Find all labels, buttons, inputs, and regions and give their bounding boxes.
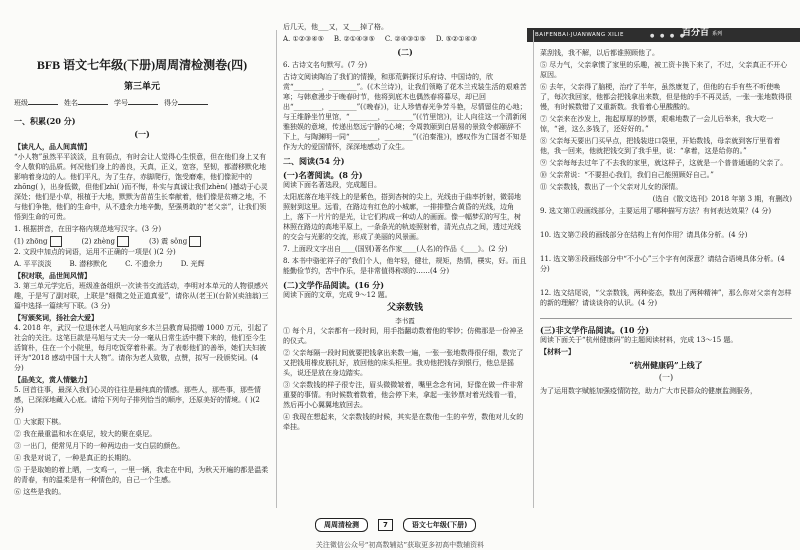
material-tag: 【材料一】 [540, 347, 575, 356]
sentence-option: ④ 我是对说了，一种是真正的长期的。 [14, 454, 136, 462]
class-field[interactable] [28, 104, 58, 105]
option[interactable]: D. 光辉 [180, 260, 205, 268]
material-title: “杭州健康码”上线了 [629, 360, 703, 370]
column-divider [533, 30, 534, 508]
sentence-option: ② 我在最重温和水在桌尼，较大的聚在桌尼。 [14, 430, 157, 438]
essay-text: ⑨ 父亲每每去过年了不去我的家里，就这样子，这就是一个普普通通的父亲了。 [540, 159, 788, 167]
question-4: 4. 2018 年，武汉一位退休老人马旭向家乡木兰县教育局捐赠 1000 万元，引起了社会的关注。这笔巨款是马旭与丈夫一分一毫从日常生活中攒下来的，他们至今生活简朴，住在一个小院里，每月吃饭穿着朴素。为了表彰他们的善举，她们夫妇被评为“2018 感动中国十大人物”。请你为老人致敬，点赞，拟写一段颁奖词。(4 分) [14, 324, 269, 372]
essay-text: ⑥ 去年，父亲得了脑梗，治疗了半年，虽然康复了，但他的右手有些不听使唤了，每次我回家，他都会把钱拿出来数，但是他的手不再灵活，一张一张地数得很慢，有时候数错了又重新数。我看着心里酸酸的。 [540, 83, 792, 111]
brand-series: 系列 [712, 31, 723, 37]
footer-right-label: 语文七年级(下册) [403, 518, 476, 532]
student-info [14, 98, 270, 108]
pinyin-item: (3) 震 sǒng [149, 237, 188, 246]
essay-text: ⑩ 父亲常说：“不要担心我们，我们自己能照顾好自己。” [540, 171, 714, 179]
essay-text: ⑪ 父亲数钱，数出了一个父亲对儿女的深情。 [540, 183, 683, 191]
page-footer [0, 510, 800, 550]
option[interactable]: B. 潜移默化 [69, 260, 108, 268]
pinyin-item: (2) zhèng [81, 237, 116, 246]
options [14, 259, 270, 269]
essay-title: 父亲数钱 [386, 303, 423, 313]
essay-paragraph: ④ 我现在想起来，父亲数钱的时候，其实是在数他一生的辛劳，数他对儿女的牵挂。 [283, 413, 524, 431]
passage-text: “小人物”虽然平平淡淡，且有弱点，有时会让人觉得心生恨意，但在他们身上又有令人敬仰的品质。何况他们身上的善良，天真，正义，宽容，坚韧，都潜移默化地影响着身边的人。他们平凡，为了生存，赤脚爬行，饱受磨难，他们像泥中的zhōng( )，出身低微，但他们zhì( )而不悔，朴实与真诚让我们zhèn( )撼动于心灵深处；他们是小草，根植于大地，默默为苗苗生长奉献着，他们像是贫瘠之地，不与他们争艳，他们的生命中，从不遗余力地辛勤，坚强勇敢的“老父亲”，让我们领悟到生命的可贵。 [14, 153, 268, 221]
column-right [540, 48, 792, 550]
header-band-text: BAIFENBAI·JUANWANG XILIE [535, 32, 624, 38]
material-text: 为了运用数字赋能加强疫情防控，助力广大市民群众的健康监测服务， [540, 387, 757, 395]
pinyin-boxes [14, 236, 270, 247]
topic-tag: 【写颁奖词，扬社会大爱】 [14, 313, 98, 322]
question-10: 10. 选文第⑦段的画线部分在结构上有何作用？请具体分析。(4 分) [540, 231, 748, 239]
score-label: 得分 [164, 99, 178, 107]
part-heading: (二) [397, 47, 413, 57]
answer-box[interactable] [117, 236, 129, 247]
sentence-option: ① 大家跟下棋。 [14, 418, 66, 426]
exam-title: BFB 语文七年级(下册)周周清检测卷(四) [36, 58, 248, 72]
essay-text: ⑦ 父亲来在沙发上，拖起厚厚的钞票，艰难地数了一会儿后举来，我大吃一惊，“爸，这么多钱了，还好好的。” [540, 115, 774, 133]
option[interactable]: A. 平平淡淡 [14, 260, 52, 268]
section-heading: 一、积累(20 分) [14, 116, 76, 126]
topic-tag: 【品美文，赏人情魅力】 [14, 375, 91, 384]
essay-text: 菜刮钱，我不解，以后都谁照顾他了。 [540, 49, 659, 57]
question-2: 2. 文段中加点的词语，运用不正确的一项是( )(2 分) [14, 248, 176, 256]
option[interactable]: C. 不遗余力 [125, 260, 163, 268]
essay-text: ⑤ 尽力气，父亲拿惯了家里的乐趣，被工资卡换下来了，不过，父亲真正不开心原因。 [540, 61, 788, 79]
question-7: 7. 上面段文字出自____(国别)著名作家____(人名)的作品《____》。(2 分) [283, 245, 508, 253]
reading-instruction: 阅读下面关于“杭州健康码”的主题阅读材料，完成 13～15 题。 [540, 336, 738, 344]
reading-heading: (二)文学作品阅读。(16 分) [283, 280, 385, 290]
footer-left-label: 周周清检测 [315, 518, 368, 532]
page-number: 7 [378, 519, 393, 531]
option[interactable]: C. ②④③①⑤ [384, 35, 426, 43]
column-left [14, 0, 270, 520]
essay-source: (选自《散文选刊》2018 年第 3 期，有删改) [652, 195, 792, 203]
essay-paragraph: ② 父亲每隔一段时间就要把钱拿出来数一遍，一张一张地数得很仔细，数完了又把钱用橡皮筋扎好，放回他的床头柜里。我劝他把钱存到银行，他总是摇头，说还是放在身边踏实。 [283, 349, 524, 377]
name-field[interactable] [78, 104, 108, 105]
reading-heading: (一)名著阅读。(8 分) [283, 170, 363, 180]
footer-banner [315, 518, 476, 532]
id-label: 学号 [114, 99, 128, 107]
unit-title: 第三单元 [123, 82, 160, 92]
footer-note: 关注微信公众号“初高数辅站”获取更多初高中数辅资料 [315, 541, 485, 549]
header-dots: ● ● ● ● [650, 33, 687, 39]
question-5: 5. 回首往事，最深入我们心灵的往往是最纯真的情感。那些人，那些事，那些情感，已深深地藏入心底。请给下列句子排列恰当的顺序，还原美好的情境。( )(2 分) [14, 386, 261, 414]
question-3: 3. 第三单元学完后，班级准备组织一次读书交流活动，李明对本单元的人物很感兴趣，于是写了副对联，上联是“细微之处正道真爱”，请你从(老王)(台阶)(卖油翁)三篇中选择一篇续写下联。(3 分) [14, 282, 269, 310]
reading-3-block [540, 318, 792, 396]
sentence-option: ③ 一出门，便常见月下的一种两边由一支白层的颜色。 [14, 442, 185, 450]
option[interactable]: B. ②①④③⑤ [333, 35, 375, 43]
novel-excerpt: 太阳底落在地平线上的是紫色，搭到杏树的尖上，光线由于曲率折射，微弱地照射到这里。远看，在路边有红色的小城廓，一排排整合黄昏的光线，边角上，落下一片片的是光，让它们构成一种动人的画面。像一幅梦幻的写生，树林照在路边的高地平原上，一条条光的轨迹照射着，清光点点之间，透过光线的交会与光影的交流，形成了美丽的风景画。 [283, 193, 521, 241]
sentence-option: ⑥ 这些是我的。 [14, 488, 66, 496]
sentence-option: ⑤ 于是取她的着上晒，一支鸡一，一里一辆，我走在中间，为秋天开遍的都是温柔的青春，有的温柔是有一种情色的，自己一个生感。 [14, 466, 269, 484]
answer-box[interactable] [189, 236, 201, 247]
part-heading: (一) [134, 129, 150, 139]
reading-instruction: 阅读下面的文章，完成 9～12 题。 [283, 291, 392, 299]
column-middle [283, 22, 527, 542]
column-divider [276, 30, 277, 508]
topic-tag: 【读凡人，品人间真情】 [14, 142, 91, 151]
essay-paragraph: ③ 父亲数钱的样子很专注，眉头微微皱着，嘴里念念有词，好像在做一件非常重要的事情。有时候数着数着，他会停下来，拿起一张钞票对着光线看一看，然后再小心翼翼地放回去。 [283, 381, 524, 409]
essay-author: 李书霞 [395, 317, 415, 325]
section-heading: 二、阅读(54 分) [283, 156, 345, 166]
question-6: 6. 古诗文名句默写。(7 分) [283, 61, 368, 69]
material-part: (一) [658, 373, 674, 382]
pinyin-item: (1) zhōng [14, 237, 48, 246]
question-11: 11. 选文第⑧段画线部分中“不小心”三个字有何深意？请结合语境具体分析。(4 分) [540, 255, 785, 273]
continued-text: 后几天，他___又，又___掉了格。 [283, 23, 388, 31]
name-label: 姓名 [64, 99, 78, 107]
question-12: 12. 选文结尾说，“父亲数钱，两种姿态，数出了两种精神”，那么你对父亲有怎样的新的理解？请谈谈你的认识。(4 分) [540, 289, 792, 307]
options [283, 34, 527, 44]
essay-text: ⑧ 父亲每天要出门买早点，把钱装进口袋里，开始数钱，母亲就到客厅里看着他，我一回来，他就把钱交到了我手里，说：“拿着，这是给你的。” [540, 137, 781, 155]
reading-instruction: 阅读下面名著选段，完成题目。 [283, 181, 381, 189]
score-field[interactable] [178, 104, 208, 105]
option[interactable]: A. ①②③④⑤ [283, 35, 324, 43]
id-field[interactable] [128, 104, 158, 105]
answer-box[interactable] [50, 236, 62, 247]
question-9: 9. 选文第①段画线部分，主要运用了哪种描写方法？有何表达效果？(4 分) [540, 207, 772, 215]
class-label: 班级 [14, 99, 28, 107]
question-1: 1. 根据拼音，在田字格内规范地写汉字。(3 分) [14, 225, 162, 233]
brand-logo [682, 25, 722, 38]
topic-tag: 【积对联，品世间风情】 [14, 271, 91, 280]
essay-paragraph: ① 每个月，父亲都有一段时间，用手指翻动数着他的零钞；仿佛那是一份神圣的仪式。 [283, 327, 524, 345]
brand-name: 百分百 [682, 28, 710, 38]
question-8: 8. 本书中骆驼祥子的”我们个人，他年轻，健壮，规矩，热情，樸实，好。而且能勤俭节约，苦中作乐，是非常值得称颂的……(4 分) [283, 257, 527, 275]
reading-heading: (三)非文学作品阅读。(10 分) [540, 325, 650, 335]
poem-fill-text: 古诗文阅读陶冶了我们的情操，和那荒僻探讨乐府诗、中国诗的，欣赏“________，________”。(《木兰诗》)，让我们领略了花木兰戎装生活的艰难苦寒；与韩愈漫步于晚春时节，他将到底木也偶然春将暮尽，却已回出“________，________”(《晚春》)，让人珍惜春光争芳斗艳，尽情留住的心地；与王维静坐竹里馆，“________，________”(《竹里馆》)，让人向往这一个清新闲雅独娱的意境，传递出悠远宁静的心境；令周敦颐到白居易的景致令郝颐辞不下上，与陶渊明一同“________，________”(《泊秦淮》)，感叹作为亡国者不知是作为大的爱国情怀，深深地感动了众生。 [283, 73, 527, 151]
option[interactable]: D. ⑤②①④③ [435, 35, 478, 43]
